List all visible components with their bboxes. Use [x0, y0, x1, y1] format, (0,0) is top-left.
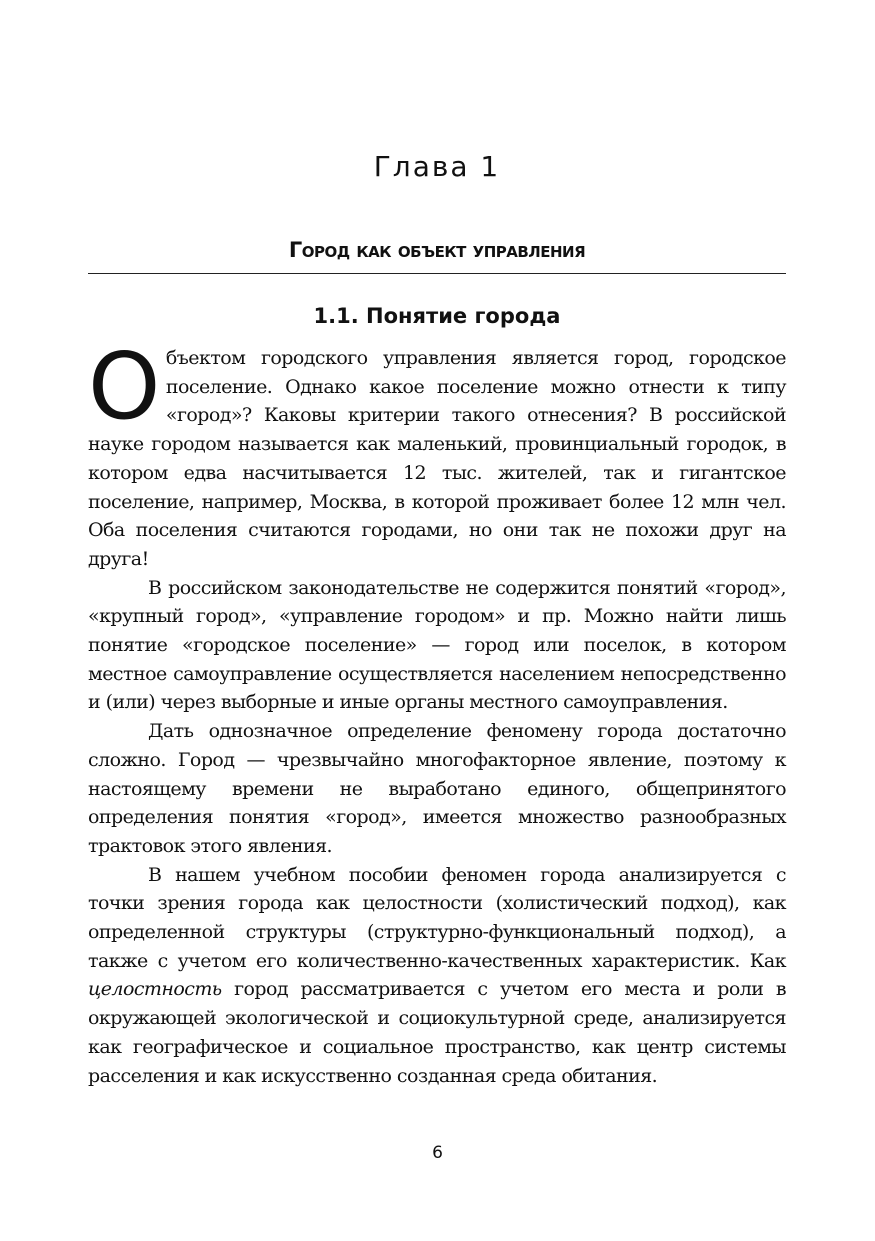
body-text — [88, 333, 786, 1090]
paragraph-4 — [88, 861, 786, 1091]
chapter-heading: Глава 1 — [373, 150, 501, 183]
page-number: 6 — [432, 1143, 443, 1163]
drop-cap: О — [88, 333, 160, 440]
paragraph-4-emphasis: целостность — [88, 978, 222, 1001]
paragraph-1-text: бъектом городского управления является город, городское поселение. Однако какое поселение можно отнести к типу «город»? Каковы критерии такого отнесения? В российской науке городом называется как маленький, провинциальный городок, в котором едва насчитывается 12 тыс. жителей, так и гигантское поселение, например, Москва, в которой проживает более 12 млн чел. Оба поселения считаются городами, но они так не похожи друг на друга! — [88, 347, 786, 570]
paragraph-3: Дать однозначное определение феномену города достаточно сложно. Город — чрезвычайно многофакторное явление, поэтому к настоящему времени не выработано единого, общепринятого определения понятия «город», имеется множество разнообразных трактовок этого явления. — [88, 720, 786, 857]
paragraph-2: В российском законодательстве не содержится понятий «город», «крупный город», «управление городом» и пр. Можно найти лишь понятие «городское поселение» — город или поселок, в котором местное самоуправление осуществляется населением непосредственно и (или) через выборные и иные органы местного самоуправления. — [88, 576, 786, 714]
divider-rule — [88, 273, 786, 274]
section-title: 1.1. Понятие города — [313, 304, 561, 328]
part-title: Город как объект управления — [288, 238, 586, 262]
paragraph-1 — [88, 333, 786, 574]
paragraph-4-text-before: В нашем учебном пособии феномен города анализируется с точки зрения города как целостности (холистический подход), как определенной структуры (структурно-функциональный подход), а также с учетом его количественно-качественных характеристик. Как — [88, 863, 786, 972]
paragraph-4-text-after: город рассматривается с учетом его места и роли в окружающей экологической и социокультурной среде, анализируется как географическое и социальное пространство, как центр системы расселения и как искусственно созданная среда обитания. — [88, 978, 786, 1087]
